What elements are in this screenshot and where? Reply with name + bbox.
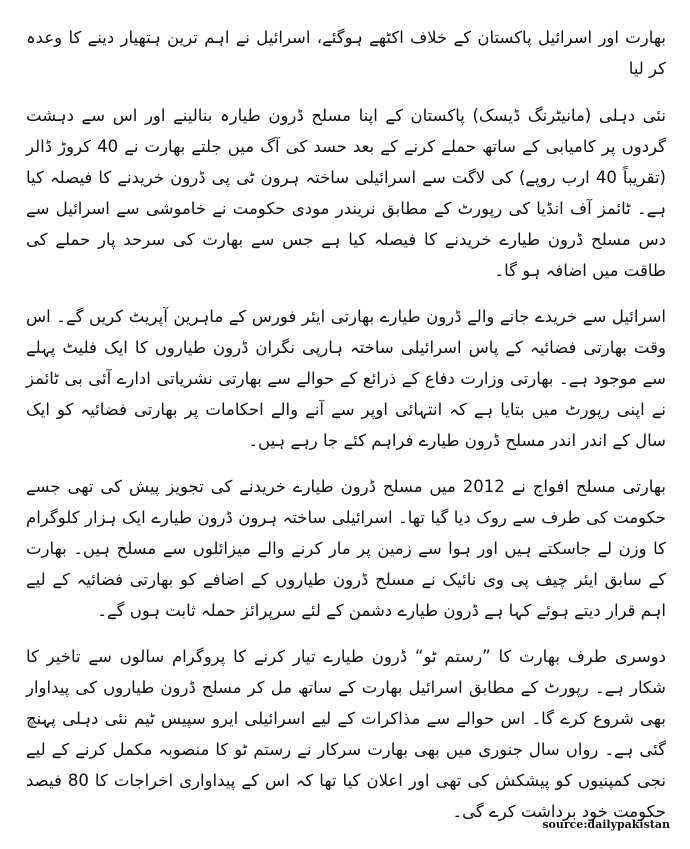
- source-credit: source:dailypakistan: [542, 818, 670, 831]
- article-headline: بھارت اور اسرائیل پاکستان کے خلاف اکٹھے ہوگئے، اسرائیل نے اہم ترین ہتھیار دینے کا وعدہ کر لیا: [26, 28, 666, 78]
- news-article: [26, 22, 666, 842]
- article-paragraph: نئی دہلی (مانیٹرنگ ڈیسک) پاکستان کے اپنا مسلح ڈرون طیارہ بنالینے اور اس سے دہشت گردوں پر کامیابی کے ساتھ حملے کرنے کے بعد حسد کی آگ میں جلتے بھارت نے 40 کروڑ ڈالر (تقریباً 40 ارب روپے) کی لاگت سے اسرائیلی ساختہ ہرون ٹی پی ڈرون خریدنے کا فیصلہ کیا ہے۔ ٹائمز آف انڈیا کی رپورٹ کے مطابق نریندر مودی حکومت نے خاموشی سے اسرائیل سے دس مسلح ڈرون طیارے خریدنے کا فیصلہ کیا ہے جس سے بھارت کی سرحد پار حملے کی طاقت میں اضافہ ہو گا۔: [26, 106, 666, 280]
- article-paragraph: دوسری طرف بھارت کا ”رستم ٹو“ ڈرون طیارے تیار کرنے کا پروگرام سالوں سے تاخیر کا شکار ہے۔ رپورٹ کے مطابق اسرائیل بھارت کے ساتھ مل کر مسلح ڈرون طیاروں کی پیداوار بھی شروع کرے گا۔ اس حوالے سے مذاکرات کے لیے اسرائیلی ایرو سپیس ٹیم نئی دہلی پہنچ گئی ہے۔ رواں سال جنوری میں بھی بھارت سرکار نے رستم ٹو کا منصوبہ مکمل کرنے کے لیے نجی کمپنیوں کو پیشکش کی تھی اور اعلان کیا تھا کہ اس کے پیداواری اخراجات کا 80 فیصد حکومت خود برداشت کرے گی۔: [26, 647, 666, 821]
- article-paragraph: اسرائیل سے خریدے جانے والے ڈرون طیارے بھارتی ایئر فورس کے ماہرین آپریٹ کریں گے۔ اس وقت بھارتی فضائیہ کے پاس اسرائیلی ساختہ ہارپی نگران ڈرون طیاروں کا ایک فلیٹ پہلے سے موجود ہے۔ بھارتی وزارت دفاع کے ذرائع کے حوالے سے بھارتی نشریاتی ادارے آئی بی ٹائمز نے اپنی رپورٹ میں بتایا ہے کہ انتہائی اوپر سے آنے والے احکامات پر بھارتی فضائیہ کو ایک سال کے اندر اندر مسلح ڈرون طیارے فراہم کئے جا رہے ہیں۔: [26, 307, 666, 450]
- article-paragraph: بھارتی مسلح افواج نے 2012 میں مسلح ڈرون طیارے خریدنے کی تجویز پیش کی تھی جسے حکومت کی طرف سے روک دیا گیا تھا۔ اسرائیلی ساختہ ہرون ڈرون طیارے ایک ہزار کلوگرام کا وزن لے جاسکتے ہیں اور ہوا سے زمین پر مار کرنے والے میزائلوں سے مسلح ہیں۔ بھارت کے سابق ایئر چیف پی وی نائیک نے مسلح ڈرون طیاروں کے اضافے کو بھارتی فضائیہ کے لیے اہم قرار دیتے ہوئے کہا ہے ڈرون طیارے دشمن کے لئے سرپرائز حملہ ثابت ہوں گے۔: [26, 477, 666, 620]
